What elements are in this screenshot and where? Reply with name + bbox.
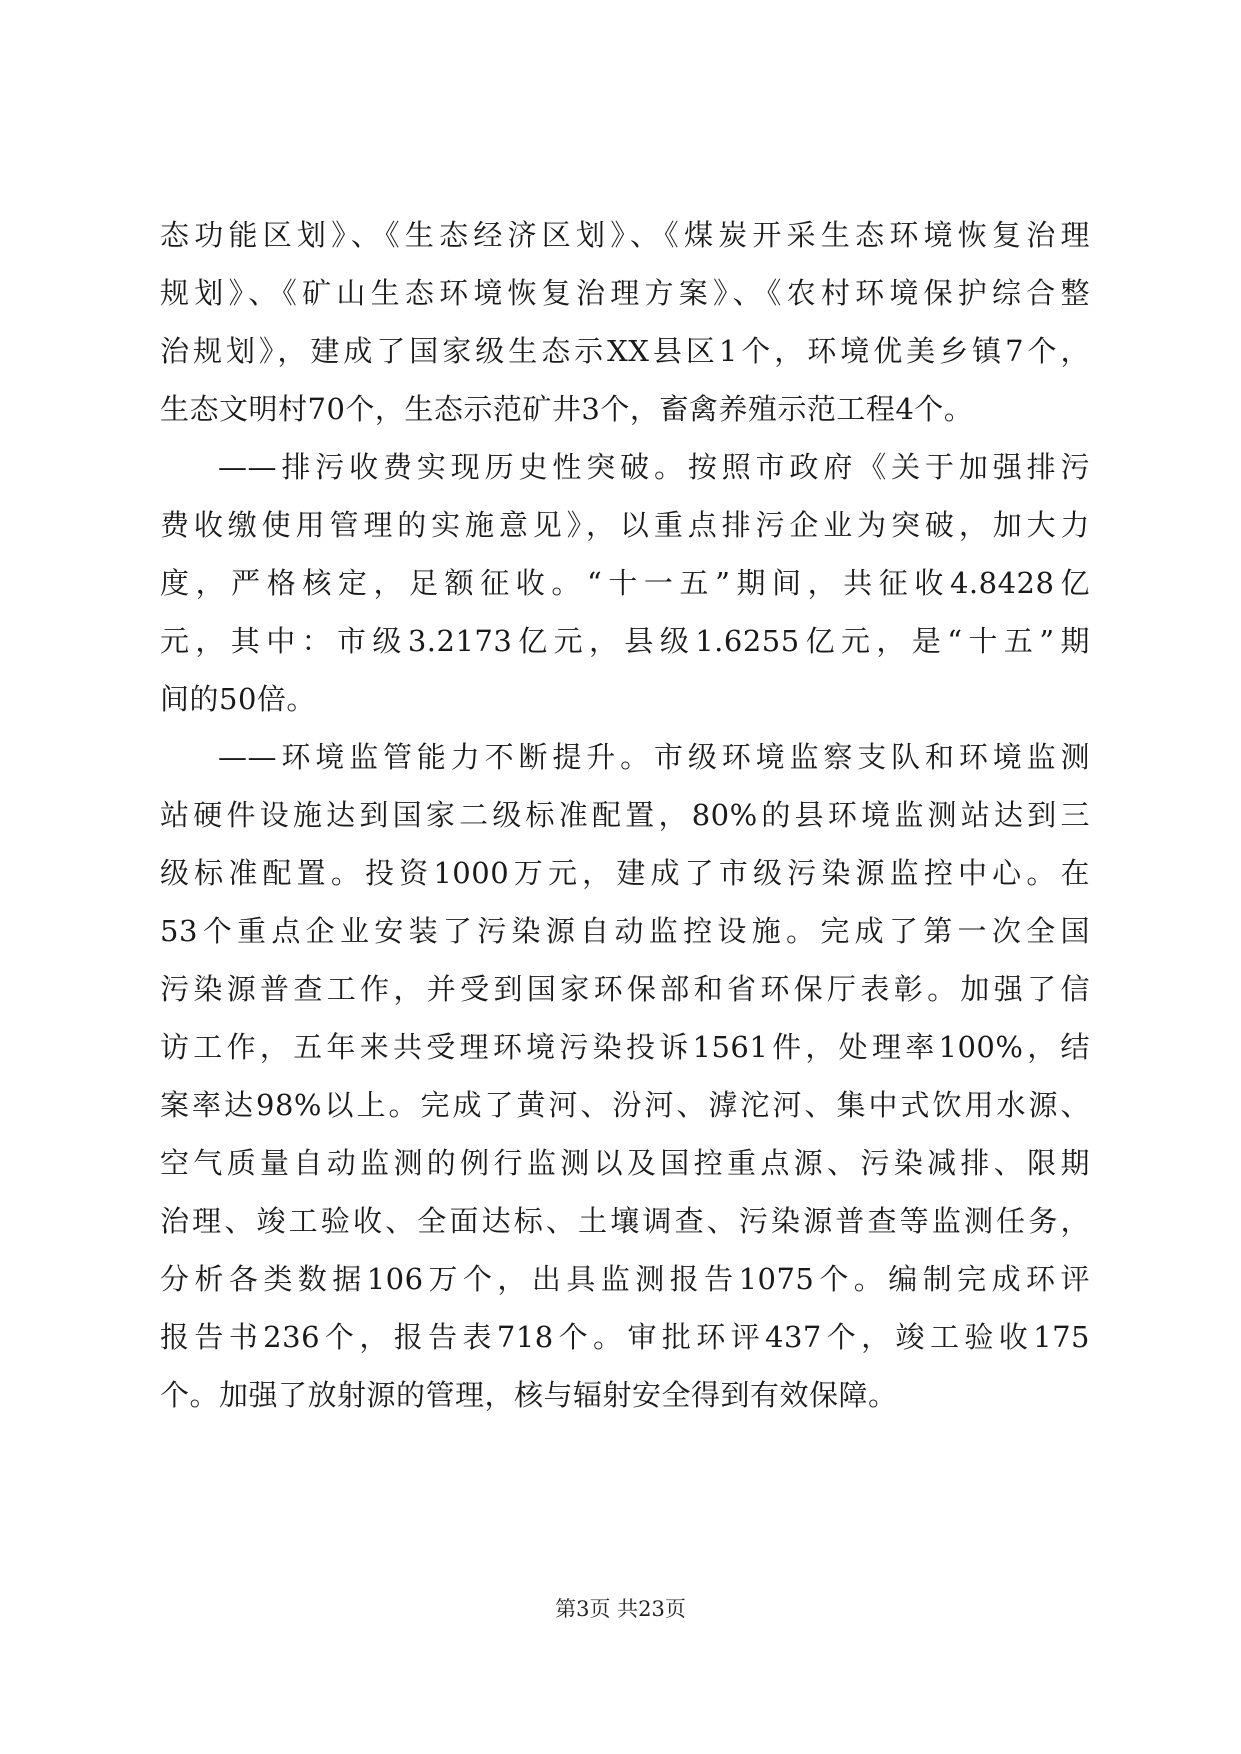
text-line: 治理、竣工验收、全面达标、土壤调查、污染源普查等监测任务， [160,1204,1090,1238]
text-line: 费收缴使用管理的实施意见》，以重点排污企业为突破，加大力 [160,508,1090,542]
text-line: 分析各类数据106万个，出具监测报告1075个。编制完成环评 [160,1262,1090,1296]
text-line: 污染源普查工作，并受到国家环保部和省环保厅表彰。加强了信 [160,972,1090,1006]
text-line: 空气质量自动监测的例行监测以及国控重点源、污染减排、限期 [160,1146,1090,1180]
text-line: 态功能区划》、《生态经济区划》、《煤炭开采生态环境恢复治理 [160,218,1090,252]
text-line: 个。加强了放射源的管理，核与辐射安全得到有效保障。 [160,1378,898,1412]
text-line: 元，其中：市级3.2173亿元，县级1.6255亿元，是“十五”期 [160,624,1090,658]
text-line: 53个重点企业安装了污染源自动监控设施。完成了第一次全国 [160,914,1090,948]
paragraph-first-line: ——排污收费实现历史性突破。按照市政府《关于加强排污 [218,450,1090,484]
text-line: 治规划》，建成了国家级生态示XX县区1个，环境优美乡镇7个， [160,334,1090,368]
text-line: 站硬件设施达到国家二级标准配置，80%的县环境监测站达到三 [160,798,1090,832]
text-line: 度，严格核定，足额征收。“十一五”期间，共征收4.8428亿 [160,566,1090,600]
text-line: 访工作，五年来共受理环境污染投诉1561件，处理率100%，结 [160,1030,1090,1064]
text-line: 报告书236个，报告表718个。审批环评437个，竣工验收175 [160,1320,1090,1354]
text-line: 级标准配置。投资1000万元，建成了市级污染源监控中心。在 [160,856,1090,890]
document-body [160,206,1090,1424]
page-number-footer: 第3页 共23页 [555,1597,686,1621]
text-line: 生态文明村70个，生态示范矿井3个，畜禽养殖示范工程4个。 [160,392,974,426]
text-line: 案率达98%以上。完成了黄河、汾河、滹沱河、集中式饮用水源、 [160,1088,1090,1122]
text-line: 间的50倍。 [160,682,316,716]
paragraph-first-line: ——环境监管能力不断提升。市级环境监察支队和环境监测 [218,740,1090,774]
text-line: 规划》、《矿山生态环境恢复治理方案》、《农村环境保护综合整 [160,276,1090,310]
